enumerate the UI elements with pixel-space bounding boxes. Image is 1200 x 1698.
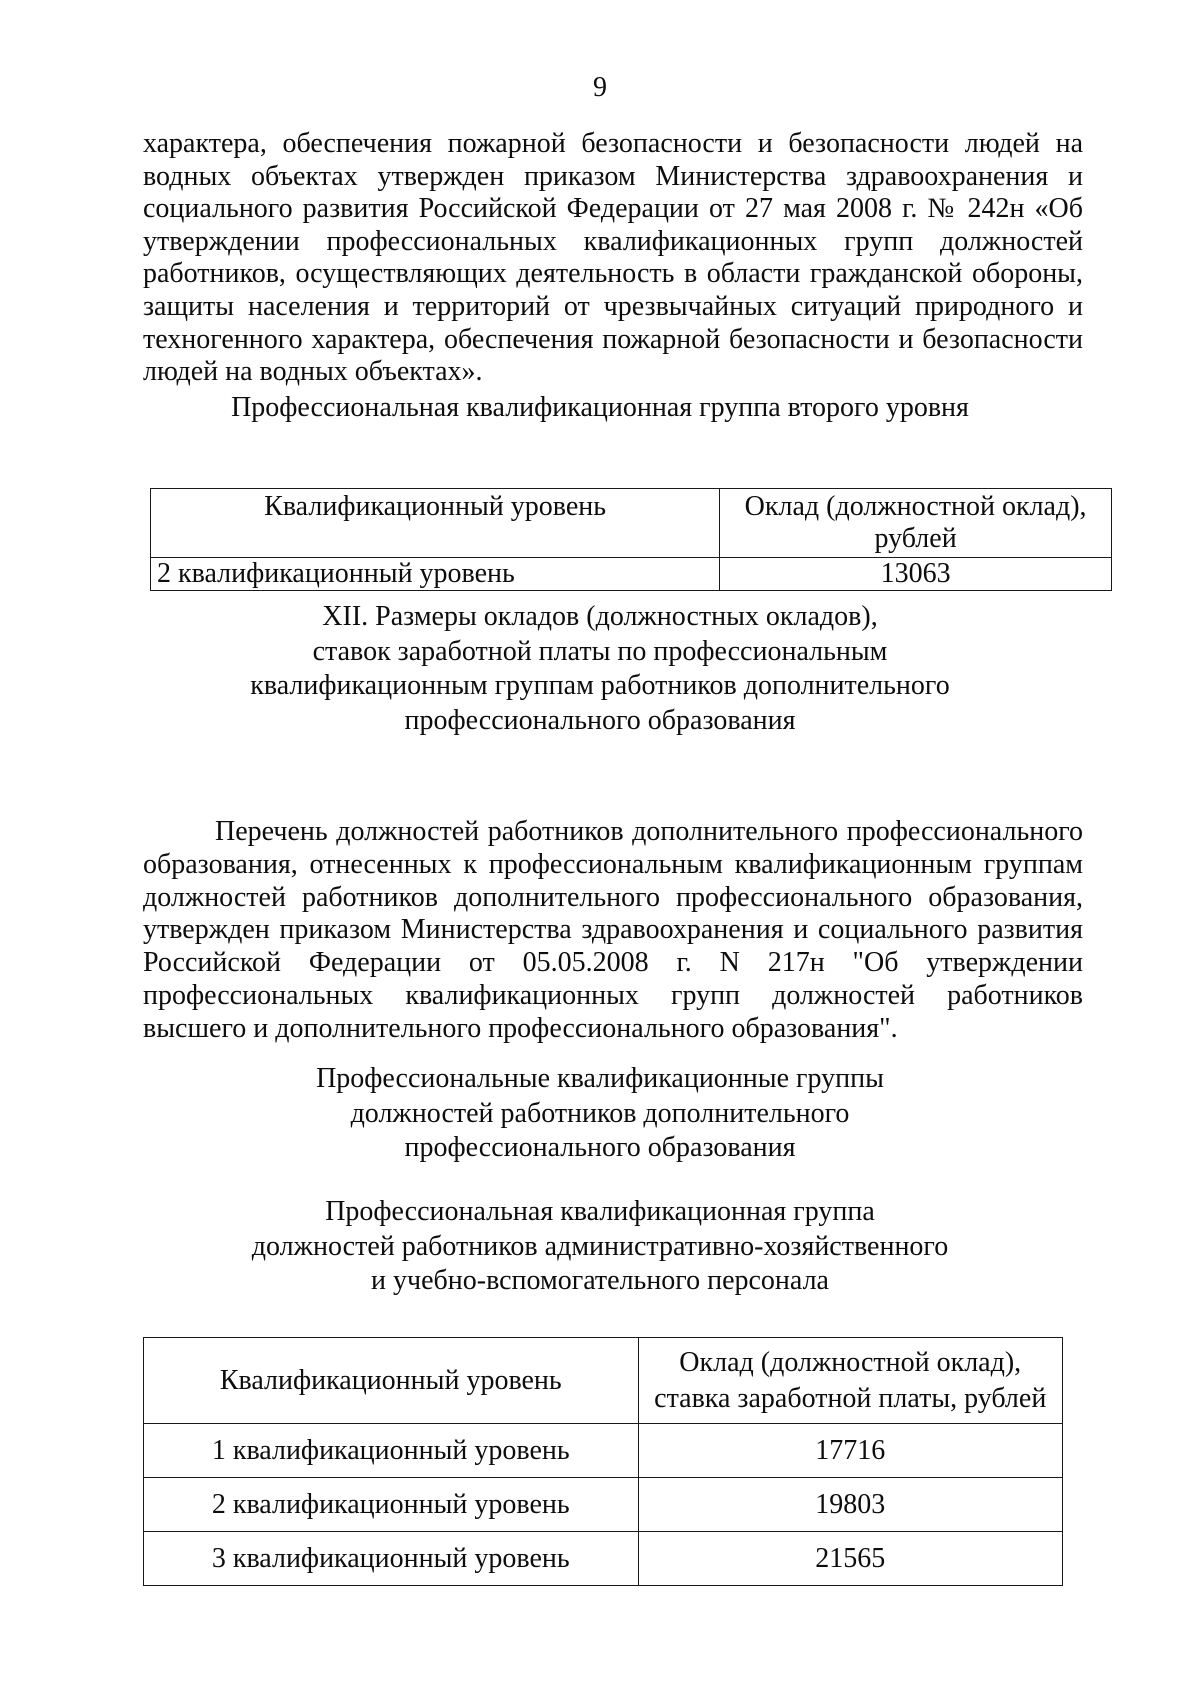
header-qualification-level: Квалификационный уровень bbox=[144, 1338, 639, 1424]
section-xii-heading bbox=[0, 600, 1200, 738]
header-salary-line: ставка заработной платы, рублей bbox=[654, 1382, 1047, 1414]
page-number: 9 bbox=[593, 72, 607, 103]
group-admin-heading bbox=[0, 1195, 1200, 1299]
table-header-row bbox=[151, 489, 1112, 558]
group-admin-heading-line: Профессиональная квалификационная группа bbox=[325, 1196, 875, 1227]
cell-level: 1 квалификационный уровень bbox=[144, 1424, 639, 1478]
salary-table-admin-staff bbox=[143, 1337, 1063, 1586]
header-salary-line: Оклад (должностной оклад), bbox=[679, 1346, 1022, 1378]
salary-table-second-level bbox=[150, 488, 1112, 591]
groups-heading-line: профессионального образования bbox=[404, 1132, 796, 1163]
section-heading-line: XII. Размеры окладов (должностных окладов), bbox=[322, 601, 878, 632]
table-row bbox=[144, 1424, 1063, 1478]
cell-salary: 21565 bbox=[638, 1532, 1063, 1586]
groups-heading bbox=[0, 1062, 1200, 1166]
cell-level: 2 квалификационный уровень bbox=[151, 558, 720, 591]
groups-heading-line: должностей работников дополнительного bbox=[350, 1097, 850, 1129]
section-heading-line: ставок заработной платы по профессиональным bbox=[312, 635, 888, 667]
cell-salary: 19803 bbox=[638, 1478, 1063, 1532]
intro-paragraph: характера, обеспечения пожарной безопасности и безопасности людей на водных объектах утвержден приказом Министерства здравоохранения и социального развития Российской Федерации от 27 мая 2008 г. № 242н «Об утверждении профессиональных квалификационных групп должностей работников, осуществляющих деятельность в области гражданской обороны, защиты населения и территорий от чрезвычайных ситуаций природного и техногенного характера, обеспечения пожарной безопасности и безопасности людей на водных объектах». bbox=[143, 128, 1083, 388]
group-second-level-title: Профессиональная квалификационная группа второго уровня bbox=[231, 392, 969, 423]
list-paragraph: Перечень должностей работников дополнительного профессионального образования, отнесенных к профессиональным квалификационным группам должностей работников дополнительного профессионального образования, утвержден приказом Министерства здравоохранения и социального развития Российской Федерации от 05.05.2008 г. N 217н "Об утверждении профессиональных квалификационных групп должностей работников высшего и дополнительного профессионального образования". bbox=[143, 816, 1083, 1044]
cell-salary: 17716 bbox=[638, 1424, 1063, 1478]
group-admin-heading-line: и учебно-вспомогательного персонала bbox=[371, 1265, 829, 1296]
header-qualification-level: Квалификационный уровень bbox=[151, 489, 720, 558]
cell-salary: 13063 bbox=[720, 558, 1112, 591]
header-salary: Оклад (должностной оклад), рублей bbox=[720, 489, 1112, 558]
table-row bbox=[144, 1532, 1063, 1586]
groups-heading-line: Профессиональные квалификационные группы bbox=[316, 1063, 884, 1094]
header-salary bbox=[638, 1338, 1063, 1424]
table-row bbox=[151, 558, 1112, 591]
cell-level: 3 квалификационный уровень bbox=[144, 1532, 639, 1586]
section-heading-line: профессионального образования bbox=[404, 704, 796, 736]
table-row bbox=[144, 1478, 1063, 1532]
group-admin-heading-line: должностей работников административно-хозяйственного bbox=[251, 1230, 949, 1262]
section-heading-line: квалификационным группам работников дополнительного bbox=[250, 670, 950, 701]
cell-level: 2 квалификационный уровень bbox=[144, 1478, 639, 1532]
table-header-row bbox=[144, 1338, 1063, 1424]
